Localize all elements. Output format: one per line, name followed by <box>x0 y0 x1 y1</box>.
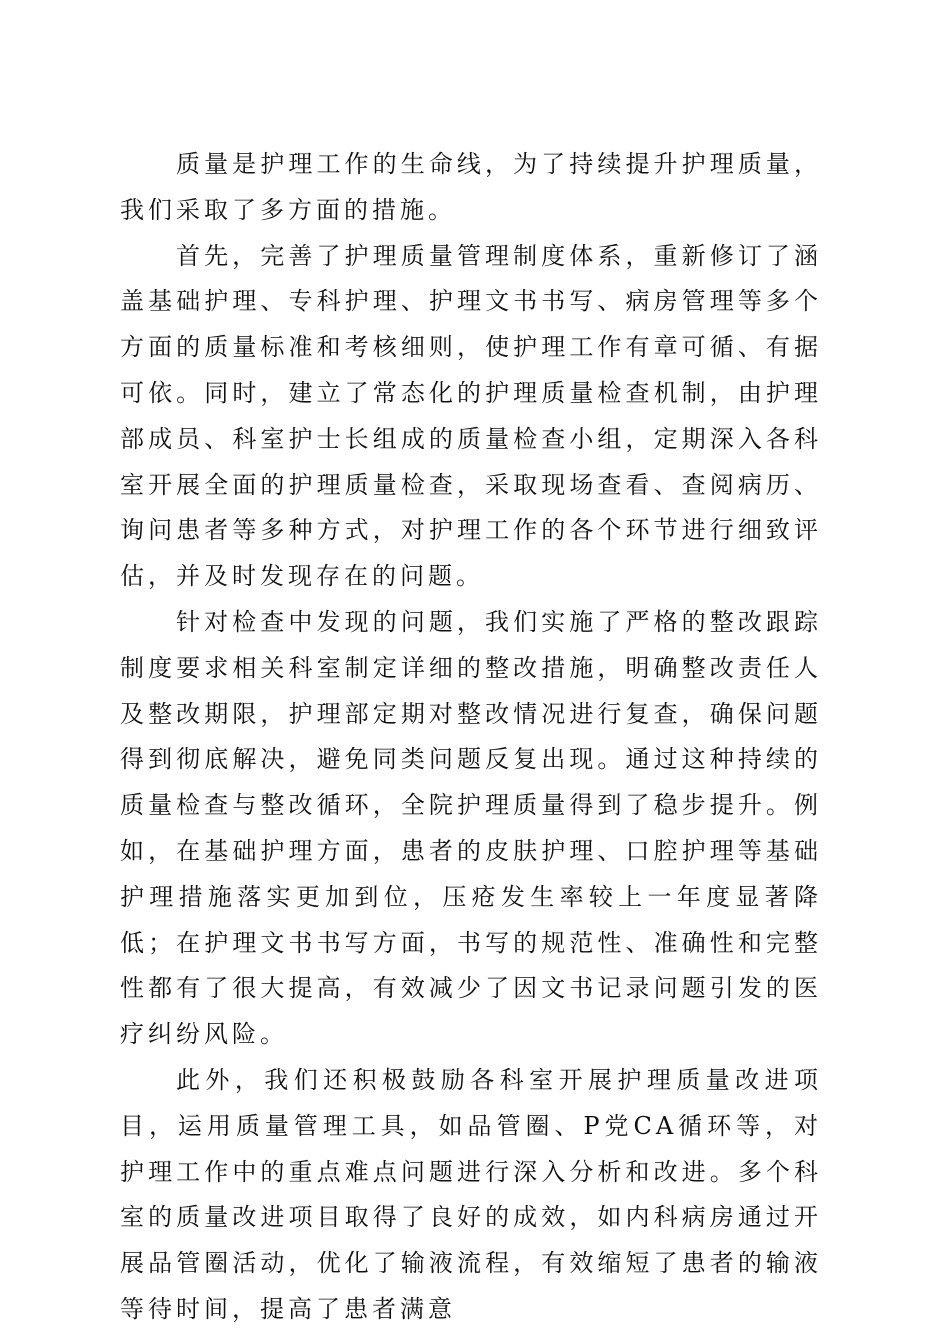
paragraph-quality-intro: 质量是护理工作的生命线，为了持续提升护理质量，我们采取了多方面的措施。 <box>120 150 822 224</box>
paragraph-quality-system: 首先，完善了护理质量管理制度体系，重新修订了涵盖基础护理、专科护理、护理文书书写、病房管理等多个方面的质量标准和考核细则，使护理工作有章可循、有据可依。同时，建立了常态化的护理质量检查机制，由护理部成员、科室护士长组成的质量检查小组，定期深入各科室开展全面的护理质量检查，采取现场查看、查阅病历、询问患者等多种方式，对护理工作的各个环节进行细致评估，并及时发现存在的问题。 <box>120 241 822 591</box>
paragraph-rectification: 针对检查中发现的问题，我们实施了严格的整改跟踪制度要求相关科室制定详细的整改措施，明确整改责任人及整改期限，护理部定期对整改情况进行复查，确保问题得到彻底解决，避免同类问题反复出现。通过这种持续的质量检查与整改循环，全院护理质量得到了稳步提升。例如，在基础护理方面，患者的皮肤护理、口腔护理等基础护理措施落实更加到位，压疮发生率较上一年度显著降低；在护理文书书写方面，书写的规范性、准确性和完整性都有了很大提高，有效减少了因文书记录问题引发的医疗纠纷风险。 <box>120 607 822 1049</box>
document-body <box>120 142 822 1333</box>
paragraph-improvement-projects: 此外，我们还积极鼓励各科室开展护理质量改进项目，运用质量管理工具，如品管圈、P党CA循环等，对护理工作中的重点难点问题进行深入分析和改进。多个科室的质量改进项目取得了良好的成效，如内科病房通过开展品管圈活动，优化了输液流程，有效缩短了患者的输液等待时间，提高了患者满意 <box>120 1065 822 1323</box>
